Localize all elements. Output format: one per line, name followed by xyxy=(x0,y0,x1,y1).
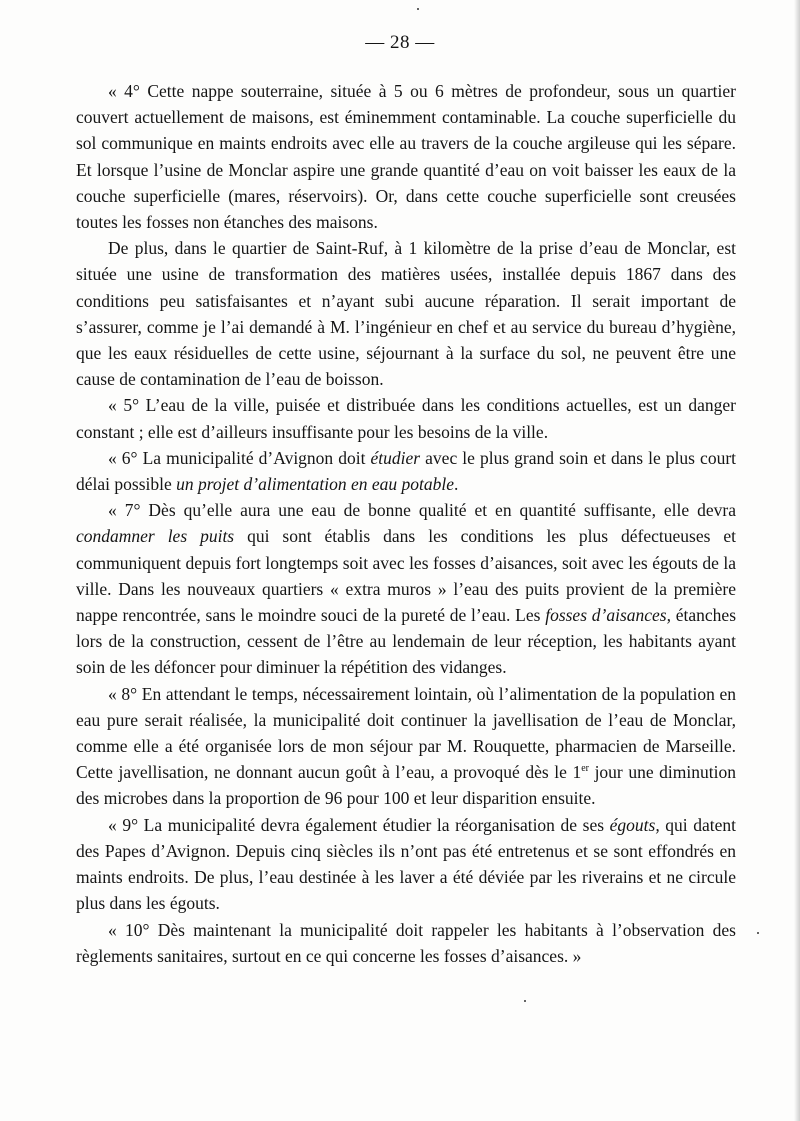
ink-speck xyxy=(524,1000,526,1002)
text-run: . xyxy=(453,474,459,495)
italic-phrase: étudier xyxy=(370,447,421,468)
text-run: qui datent des Papes d’Avignon. Depuis cinq siècles ils n’ont pas été entretenus et se sont effondrés en maints endroits. De plus, l’eau destinée à les laver a été déviée par les riverains et ne circule plus dans les égouts. xyxy=(76,814,737,914)
paragraph-6 xyxy=(76,681,736,812)
superscript: er xyxy=(581,763,589,775)
text-run: « 9° La municipalité devra également étudier la réorganisation de ses xyxy=(108,814,610,835)
text-run: « 8° En attendant le temps, nécessairement lointain, où l’alimentation de la population en eau pure serait réalisée, la municipalité doit continuer la javellisation de l’eau de Monclar, comme elle a été organisée lors de mon séjour par M. Rouquette, pharmacien de Marseille. Cette javellisation, ne donnant aucun goût à l’eau, a provoqué dès le 1 xyxy=(76,683,736,783)
paragraph-5 xyxy=(76,497,736,680)
text-run: « 6° La municipalité d’Avignon doit xyxy=(108,447,371,468)
page-number: — 28 — xyxy=(365,32,435,53)
text-run: qui sont établis dans les conditions les plus défectueuses et communiquent depuis fort longtemps soit avec les fosses d’aisances, soit avec les égouts de la ville. Dans les nouveaux quartiers « extra muros » l’eau des puits provient de la première nappe rencontrée, sans le moindre souci de la pureté de l’eau. Les xyxy=(76,526,736,626)
text-run: « 5° L’eau de la ville, puisée et distribuée dans les conditions actuelles, est un danger constant ; elle est d’ailleurs insuffisante pour les besoins de la ville. xyxy=(76,395,736,442)
paragraph-8 xyxy=(76,917,736,969)
paragraph-7 xyxy=(76,812,736,917)
italic-phrase: un projet d’alimentation en eau potable xyxy=(176,474,454,495)
page-edge-shadow xyxy=(794,0,800,1121)
body-text xyxy=(76,78,736,969)
ink-speck xyxy=(417,8,419,10)
italic-phrase: condamner les puits xyxy=(76,526,235,547)
paragraph-4 xyxy=(76,445,736,497)
text-run: « 7° Dès qu’elle aura une eau de bonne qualité et en quantité suffisante, elle devra xyxy=(108,500,736,521)
text-run: De plus, dans le quartier de Saint-Ruf, à 1 kilomètre de la prise d’eau de Monclar, est située une usine de transformation des matières usées, installée depuis 1867 dans des conditions peu satisfaisantes et n’ayant subi aucune réparation. Il serait important de s’assurer, comme je l’ai demandé à M. l’ingénieur en chef et au service du bureau d’hygiène, que les eaux résiduelles de cette usine, séjournant à la surface du sol, ne peuvent être une cause de contamination de l’eau de boisson. xyxy=(76,238,736,390)
paragraph-3 xyxy=(76,392,736,444)
ink-speck xyxy=(757,932,759,934)
text-run: étanches lors de la construction, cessent de l’être au lendemain de leur réception, les habitants ayant soin de les défoncer pour diminuer la répétition des vidanges. xyxy=(76,605,737,678)
paragraph-2 xyxy=(76,235,736,392)
text-run: « 10° Dès maintenant la municipalité doit rappeler les habitants à l’observation des règlements sanitaires, surtout en ce qui concerne les fosses d’aisances. » xyxy=(76,919,736,966)
text-run: jour une diminution des microbes dans la proportion de 96 pour 100 et leur disparition ensuite. xyxy=(76,762,736,809)
italic-phrase: égouts, xyxy=(609,814,660,835)
text-run: « 4° Cette nappe souterraine, située à 5 ou 6 mètres de profondeur, sous un quartier couvert actuellement de maisons, est éminemment contaminable. La couche superficielle du sol communique en maints endroits avec elle au travers de la couche argileuse qui les sépare. Et lorsque l’usine de Monclar aspire une grande quantité d’eau on voit baisser les eaux de la couche superficielle (mares, réservoirs). Or, dans cette couche superficielle sont creusées toutes les fosses non étanches des maisons. xyxy=(76,81,736,233)
italic-phrase: fosses d’aisances, xyxy=(545,605,671,626)
text-run: avec le plus grand soin et dans le plus court délai possible xyxy=(76,447,737,495)
paragraph-1 xyxy=(76,78,736,235)
